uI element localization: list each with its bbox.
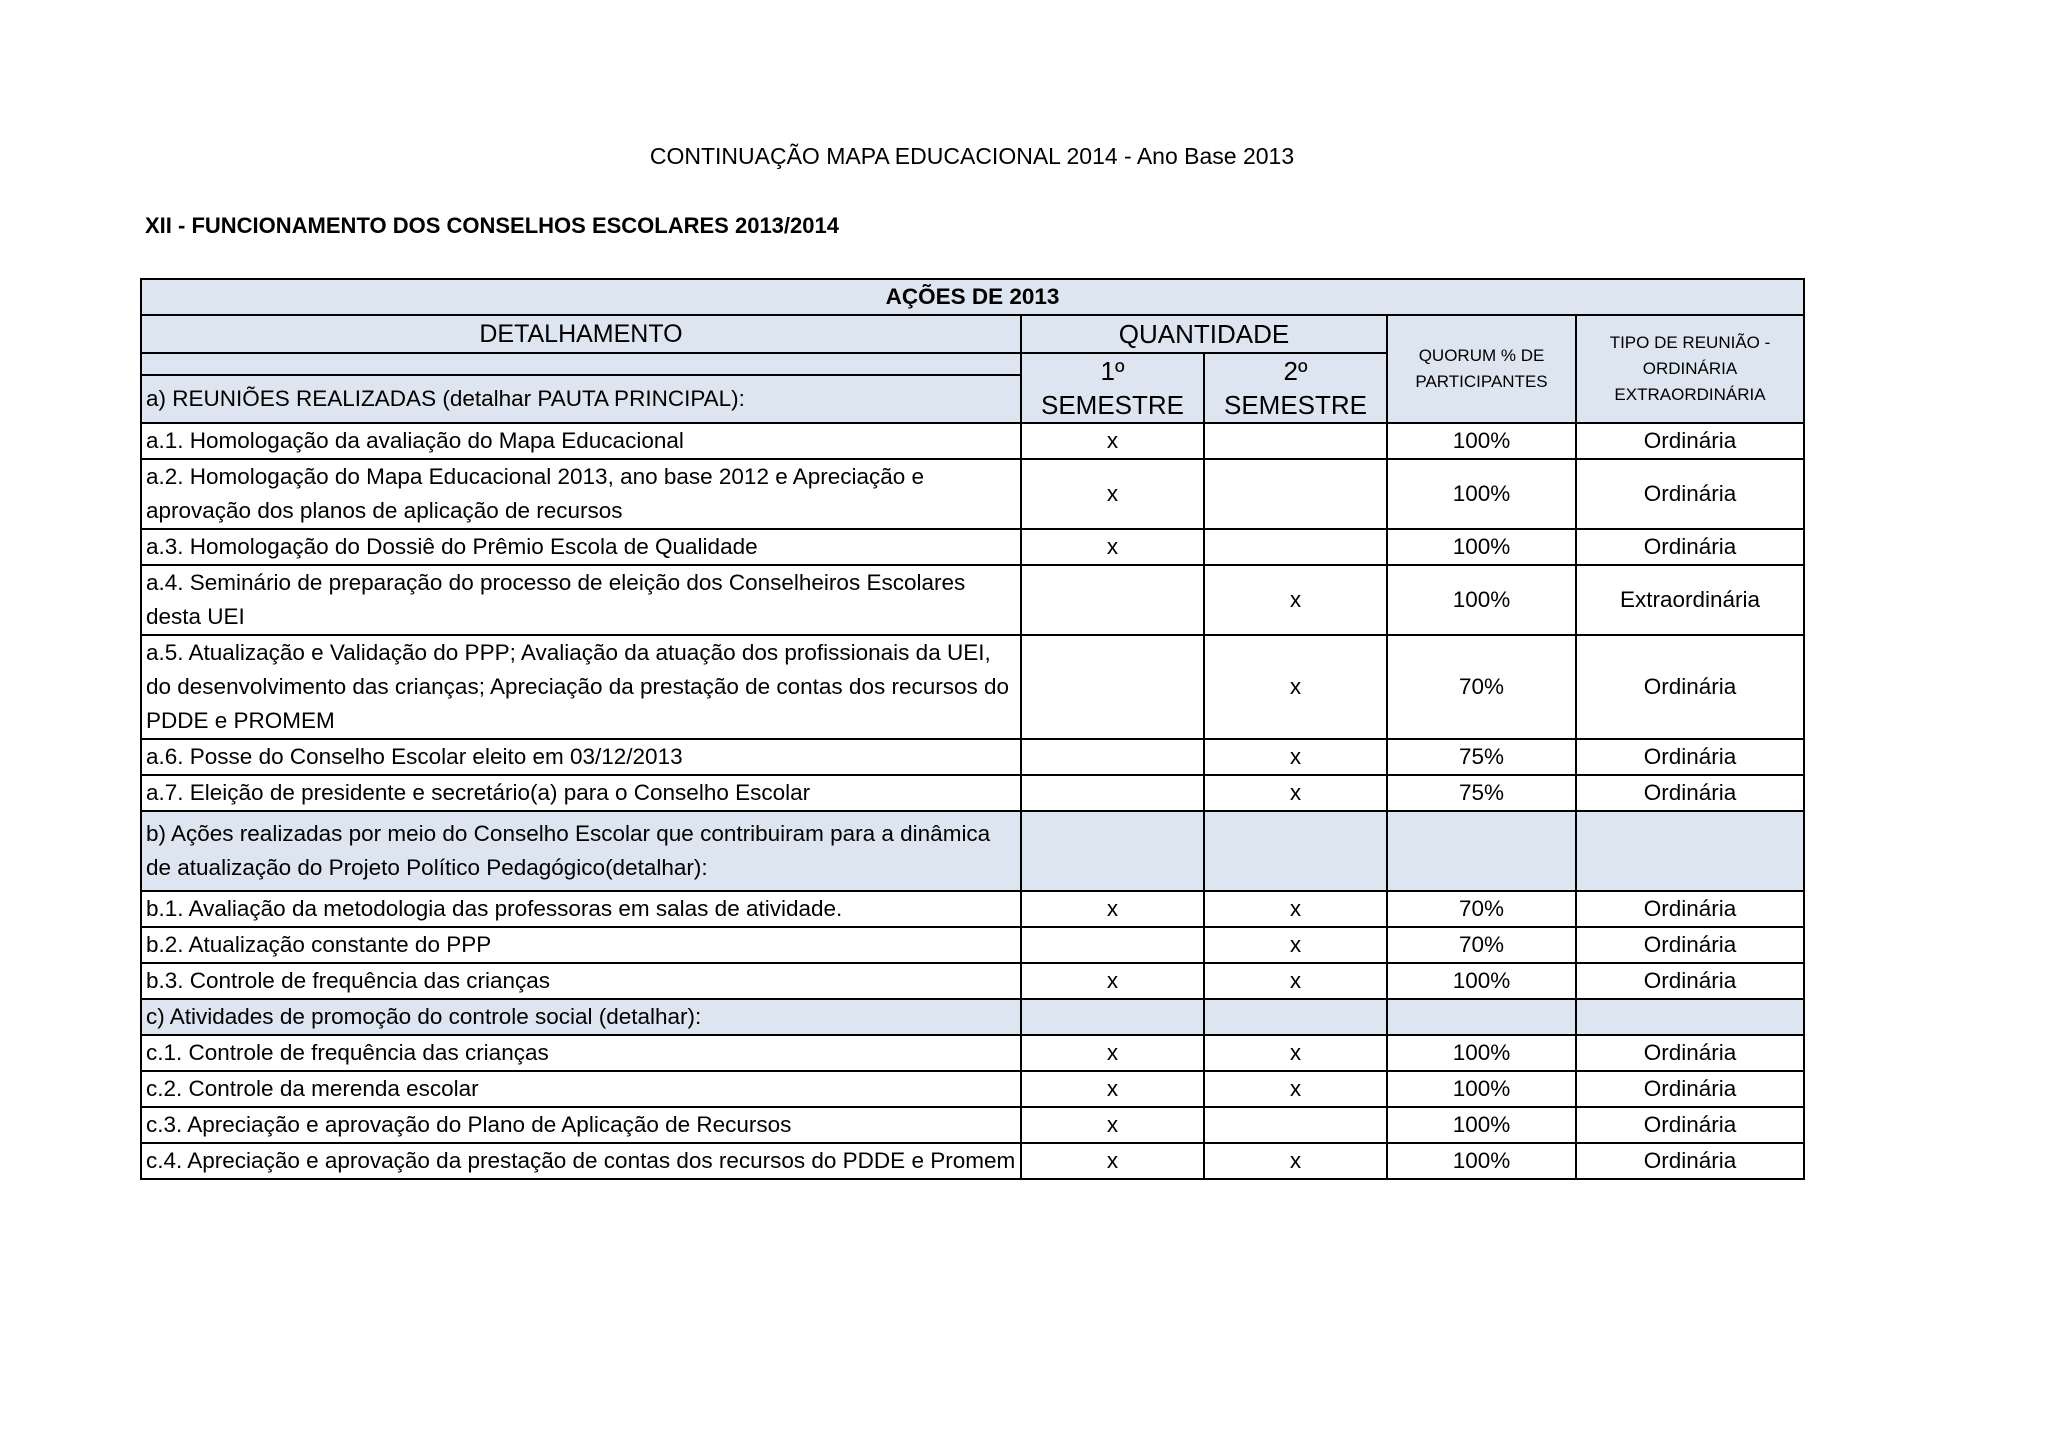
row-sem1: x (1021, 423, 1204, 459)
row-description: a.1. Homologação da avaliação do Mapa Educacional (141, 423, 1021, 459)
row-quorum: 70% (1387, 635, 1576, 739)
row-sem1: x (1021, 1107, 1204, 1143)
row-quorum: 100% (1387, 963, 1576, 999)
table-row (141, 891, 1804, 927)
row-quorum: 100% (1387, 1071, 1576, 1107)
table-row (141, 1035, 1804, 1071)
row-sem1 (1021, 565, 1204, 635)
row-sem2 (1204, 459, 1387, 529)
table-row (141, 1143, 1804, 1179)
row-description: c.4. Apreciação e aprovação da prestação de contas dos recursos do PDDE e Promem (141, 1143, 1021, 1179)
row-quorum: 100% (1387, 423, 1576, 459)
row-tipo: Ordinária (1576, 739, 1804, 775)
row-description: a.2. Homologação do Mapa Educacional 2013, ano base 2012 e Apreciação e aprovação dos planos de aplicação de recursos (141, 459, 1021, 529)
header-quorum (1387, 315, 1576, 423)
header-row-1 (141, 315, 1804, 353)
table-row (141, 565, 1804, 635)
row-tipo: Ordinária (1576, 775, 1804, 811)
header-sem1: 1º SEMESTRE (1021, 353, 1204, 423)
table-row (141, 775, 1804, 811)
row-sem1 (1021, 635, 1204, 739)
section-c-row (141, 999, 1804, 1035)
row-quorum: 75% (1387, 775, 1576, 811)
table-row (141, 529, 1804, 565)
row-sem1: x (1021, 1035, 1204, 1071)
header-tipo-line2: ORDINÁRIA (1642, 359, 1738, 378)
row-sem2 (1204, 1107, 1387, 1143)
row-description: a.5. Atualização e Validação do PPP; Avaliação da atuação dos profissionais da UEI, do desenvolvimento das crianças; Apreciação da prestação de contas dos recursos do PDDE e PROMEM (141, 635, 1021, 739)
header-sem2: 2º SEMESTRE (1204, 353, 1387, 423)
section-c-cell (1387, 999, 1576, 1035)
row-sem1: x (1021, 529, 1204, 565)
table-row (141, 963, 1804, 999)
table-row (141, 739, 1804, 775)
row-quorum: 70% (1387, 891, 1576, 927)
row-sem1 (1021, 739, 1204, 775)
row-tipo: Ordinária (1576, 1107, 1804, 1143)
row-sem2: x (1204, 739, 1387, 775)
header-tipo-line3: EXTRAORDINÁRIA (1614, 385, 1766, 404)
row-tipo: Ordinária (1576, 459, 1804, 529)
header-quorum-line1: QUORUM % DE (1418, 346, 1545, 365)
row-tipo: Ordinária (1576, 963, 1804, 999)
row-sem2 (1204, 423, 1387, 459)
row-sem1 (1021, 775, 1204, 811)
header-quantidade: QUANTIDADE (1021, 315, 1387, 353)
section-b-cell (1021, 811, 1204, 891)
row-quorum: 100% (1387, 1143, 1576, 1179)
row-sem2: x (1204, 635, 1387, 739)
header-spacer (141, 353, 1021, 375)
header-tipo (1576, 315, 1804, 423)
section-b-cell (1387, 811, 1576, 891)
row-sem1: x (1021, 1143, 1204, 1179)
section-b-row (141, 811, 1804, 891)
row-sem1: x (1021, 1071, 1204, 1107)
table-row (141, 927, 1804, 963)
row-sem2: x (1204, 1035, 1387, 1071)
row-tipo: Extraordinária (1576, 565, 1804, 635)
table-row (141, 1107, 1804, 1143)
table-row (141, 423, 1804, 459)
header-detalhamento: DETALHAMENTO (141, 315, 1021, 353)
section-c-cell (1204, 999, 1387, 1035)
row-description: b.1. Avaliação da metodologia das professoras em salas de atividade. (141, 891, 1021, 927)
row-sem2: x (1204, 963, 1387, 999)
row-quorum: 100% (1387, 529, 1576, 565)
row-description: a.7. Eleição de presidente e secretário(a) para o Conselho Escolar (141, 775, 1021, 811)
row-tipo: Ordinária (1576, 423, 1804, 459)
row-sem2 (1204, 529, 1387, 565)
acoes-table (140, 278, 1805, 1180)
header-quorum-line2: PARTICIPANTES (1415, 372, 1548, 391)
row-quorum: 100% (1387, 565, 1576, 635)
row-description: b.3. Controle de frequência das crianças (141, 963, 1021, 999)
row-quorum: 100% (1387, 1107, 1576, 1143)
table-title-row (141, 279, 1804, 315)
row-tipo: Ordinária (1576, 927, 1804, 963)
row-sem2: x (1204, 565, 1387, 635)
row-sem1: x (1021, 459, 1204, 529)
row-sem1 (1021, 927, 1204, 963)
section-b-label: b) Ações realizadas por meio do Conselho Escolar que contribuiram para a dinâmica de atualização do Projeto Político Pedagógico(detalhar): (141, 811, 1021, 891)
row-sem2: x (1204, 1071, 1387, 1107)
row-sem1: x (1021, 891, 1204, 927)
section-b-cell (1576, 811, 1804, 891)
table-row (141, 459, 1804, 529)
row-sem2: x (1204, 927, 1387, 963)
section-a-label: a) REUNIÕES REALIZADAS (detalhar PAUTA PRINCIPAL): (141, 375, 1021, 423)
table-title: AÇÕES DE 2013 (141, 279, 1804, 315)
row-tipo: Ordinária (1576, 1143, 1804, 1179)
row-description: c.3. Apreciação e aprovação do Plano de Aplicação de Recursos (141, 1107, 1021, 1143)
row-sem1: x (1021, 963, 1204, 999)
row-description: c.1. Controle de frequência das crianças (141, 1035, 1021, 1071)
header-tipo-line1: TIPO DE REUNIÃO - (1609, 333, 1771, 352)
table-row (141, 635, 1804, 739)
section-c-label: c) Atividades de promoção do controle social (detalhar): (141, 999, 1021, 1035)
row-quorum: 75% (1387, 739, 1576, 775)
row-sem2: x (1204, 775, 1387, 811)
section-title: XII - FUNCIONAMENTO DOS CONSELHOS ESCOLARES 2013/2014 (145, 213, 839, 238)
row-tipo: Ordinária (1576, 1071, 1804, 1107)
section-c-cell (1021, 999, 1204, 1035)
row-description: a.6. Posse do Conselho Escolar eleito em 03/12/2013 (141, 739, 1021, 775)
row-tipo: Ordinária (1576, 891, 1804, 927)
row-tipo: Ordinária (1576, 1035, 1804, 1071)
row-description: a.4. Seminário de preparação do processo de eleição dos Conselheiros Escolares desta UEI (141, 565, 1021, 635)
row-description: c.2. Controle da merenda escolar (141, 1071, 1021, 1107)
row-description: a.3. Homologação do Dossiê do Prêmio Escola de Qualidade (141, 529, 1021, 565)
row-sem2: x (1204, 891, 1387, 927)
row-quorum: 100% (1387, 459, 1576, 529)
row-tipo: Ordinária (1576, 529, 1804, 565)
table-row (141, 1071, 1804, 1107)
row-tipo: Ordinária (1576, 635, 1804, 739)
row-quorum: 100% (1387, 1035, 1576, 1071)
row-sem2: x (1204, 1143, 1387, 1179)
section-b-cell (1204, 811, 1387, 891)
row-description: b.2. Atualização constante do PPP (141, 927, 1021, 963)
row-quorum: 70% (1387, 927, 1576, 963)
section-c-cell (1576, 999, 1804, 1035)
document-title: CONTINUAÇÃO MAPA EDUCACIONAL 2014 - Ano Base 2013 (649, 143, 1295, 169)
